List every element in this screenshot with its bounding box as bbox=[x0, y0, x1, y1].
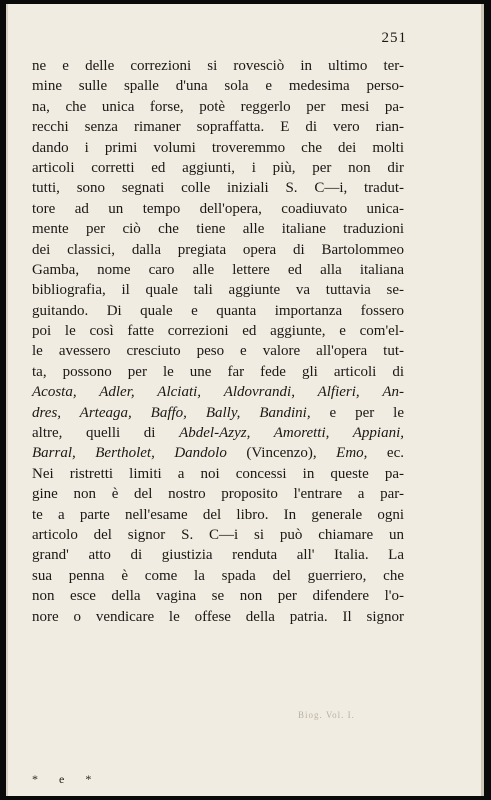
text-line: guitando. Di quale e quanta importanza fossero bbox=[32, 302, 404, 319]
text-line: te a parte nell'esame del libro. In generale ogni bbox=[32, 506, 404, 523]
italic-names: Barral, Bertholet, Dandolo bbox=[32, 445, 227, 462]
text-line: tutti, sono segnati colle iniziali S. C—i, tradut- bbox=[32, 180, 404, 197]
text-line: grand' atto di giustizia renduta all' Italia. La bbox=[32, 547, 404, 564]
roman-text: altre, quelli di bbox=[32, 425, 180, 442]
page-number: 251 bbox=[381, 30, 407, 46]
text-line: sua penna è come la spada del guerriero, che bbox=[32, 567, 404, 584]
text-line: poi le così fatte correzioni ed aggiunte, e com'el- bbox=[32, 323, 404, 340]
text-line: ne e delle correzioni si rovesciò in ultimo ter- bbox=[32, 58, 404, 74]
text-line: mente per ciò che tiene alle italiane traduzioni bbox=[32, 221, 404, 238]
text-line-names bbox=[32, 403, 404, 423]
text-line: na, che unica forse, potè reggerlo per mesi pa- bbox=[32, 98, 404, 115]
text-line: dando i primi volumi troveremmo che dei molti bbox=[32, 139, 404, 156]
roman-text: ec. bbox=[367, 445, 404, 462]
show-through-note: Biog. Vol. I. bbox=[298, 710, 355, 720]
italic-names: Abdel-Azyz, Amoretti, Appiani, bbox=[179, 425, 404, 442]
roman-text: e per le bbox=[310, 404, 404, 421]
text-line: dei classici, dalla pregiata opera di Bartolommeo bbox=[32, 241, 404, 258]
footer-marks: * e * bbox=[32, 772, 101, 786]
text-line: nore o vendicare le offese della patria. Il signor bbox=[32, 608, 404, 625]
text-line: non esce della vagina se non per difendere l'o- bbox=[32, 588, 404, 605]
text-line-names bbox=[32, 423, 404, 443]
text-line: recchi senza rimaner sopraffatta. E di vero rian- bbox=[32, 119, 404, 136]
italic-names: Emo, bbox=[336, 445, 368, 462]
text-line: mine sulle spalle d'una sola e medesima perso- bbox=[32, 78, 404, 95]
text-line: articolo del signor S. C—i si può chiamare un bbox=[32, 526, 404, 543]
text-line: Gamba, nome caro alle lettere ed alla italiana bbox=[32, 261, 404, 278]
text-line: articoli corretti ed aggiunti, i più, per non dir bbox=[32, 159, 404, 176]
text-line: gine non è del nostro proposito l'entrare a par- bbox=[32, 486, 404, 503]
text-line: bibliografia, il quale tali aggiunte va tuttavia se- bbox=[32, 282, 404, 299]
body-text bbox=[32, 56, 404, 627]
text-line: Nei ristretti limiti a noi concessi in queste pa- bbox=[32, 465, 404, 482]
book-page bbox=[6, 4, 484, 796]
italic-names: Acosta, Adler, Alciati, Aldovrandi, Alfieri, An- bbox=[32, 384, 404, 401]
text-line: le avessero cresciuto peso e valore all'opera tut- bbox=[32, 343, 404, 360]
roman-text: (Vincenzo), bbox=[226, 445, 337, 462]
text-line: ta, possono per le une far fede gli articoli di bbox=[32, 363, 404, 380]
text-line-names bbox=[32, 382, 404, 402]
italic-names: dres, Arteaga, Baffo, Bally, Bandini, bbox=[32, 404, 311, 421]
text-line: tore ad un tempo dell'opera, coadiuvato unica- bbox=[32, 200, 404, 217]
text-line-names bbox=[32, 443, 404, 463]
